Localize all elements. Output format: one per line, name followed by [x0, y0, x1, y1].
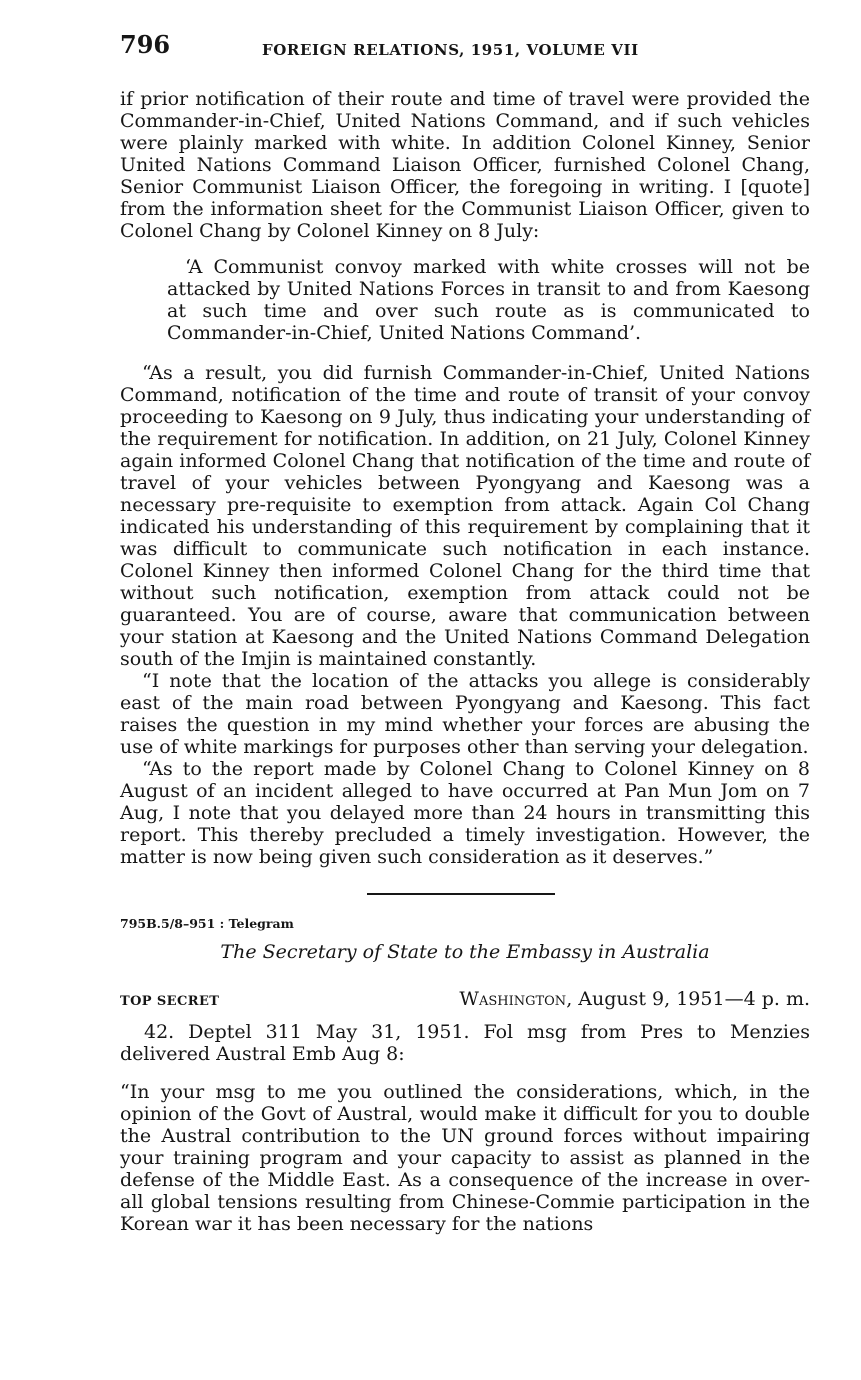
document-title: The Secretary of State to the Embassy in Australia	[220, 941, 710, 963]
block-quote: ‘A Communist convoy marked with white crosses will not be attacked by United Nations Forces in transit to and from Kaesong at such time and over such route as is communicated to Commander-in-Chief, United Nations Command’.	[167, 256, 810, 344]
dateline-place: Washington	[459, 988, 567, 1010]
paragraph-notification: “As a result, you did furnish Commander-in-Chief, United Nations Command, notification of the time and route of transit of your convoy proceeding to Kaesong on 9 July, thus indicating your understanding of the requirement for notification. In addition, on 21 July, Colonel Kinney again informed Colonel Chang that notification of the time and route of travel of your vehicles between Pyongyang and Kaesong was a necessary pre-requisite to exemption from attack. Again Col Chang indicated his understanding of this requirement by complaining that it was difficult to communicate such notification in each instance. Colonel Kinney then informed Colonel Chang for the third time that without such notification, exemption from attack could not be guaranteed. You are of course, aware that communication between your station at Kaesong and the United Nations Command Delegation south of the Imjin is maintained constantly.	[120, 362, 810, 670]
file-reference: 795B.5/8–951 : Telegram	[120, 916, 294, 931]
dateline	[459, 988, 810, 1010]
classification-marking: TOP SECRET	[120, 994, 220, 1009]
paragraph-telegram-intro: 42. Deptel 311 May 31, 1951. Fol msg from Pres to Menzies delivered Austral Emb Aug 8:	[120, 1021, 810, 1065]
section-divider	[367, 893, 555, 895]
running-head: FOREIGN RELATIONS, 1951, VOLUME VII	[262, 41, 639, 59]
paragraph-report: “As to the report made by Colonel Chang to Colonel Kinney on 8 August of an incident alleged to have occurred at Pan Mun Jom on 7 Aug, I note that you delayed more than 24 hours in transmitting this report. This thereby precluded a timely investigation. However, the matter is now being given such consideration as it deserves.”	[120, 758, 810, 868]
dateline-date: , August 9, 1951—4 p. m.	[566, 988, 810, 1010]
page-number: 796	[120, 30, 171, 59]
paragraph-location: “I note that the location of the attacks you allege is considerably east of the main road between Pyongyang and Kaesong. This fact raises the question in my mind whether your forces are abusing the use of white markings for purposes other than serving your delegation.	[120, 670, 810, 758]
paragraph-continuation: if prior notification of their route and time of travel were provided the Commander-in-Chief, United Nations Command, and if such vehicles were plainly marked with white. In addition Colonel Kinney, Senior United Nations Command Liaison Officer, furnished Colonel Chang, Senior Communist Liaison Officer, the foregoing in writing. I [quote] from the information sheet for the Communist Liaison Officer, given to Colonel Chang by Colonel Kinney on 8 July:	[120, 88, 810, 242]
page-header	[120, 30, 810, 64]
paragraph-message-body: “In your msg to me you outlined the considerations, which, in the opinion of the Govt of Austral, would make it difficult for you to double the Austral contribution to the UN ground forces without impairing your training program and your capacity to assist as planned in the defense of the Middle East. As a consequence of the increase in over-all global tensions resulting from Chinese-Commie participation in the Korean war it has been necessary for the nations	[120, 1081, 810, 1235]
